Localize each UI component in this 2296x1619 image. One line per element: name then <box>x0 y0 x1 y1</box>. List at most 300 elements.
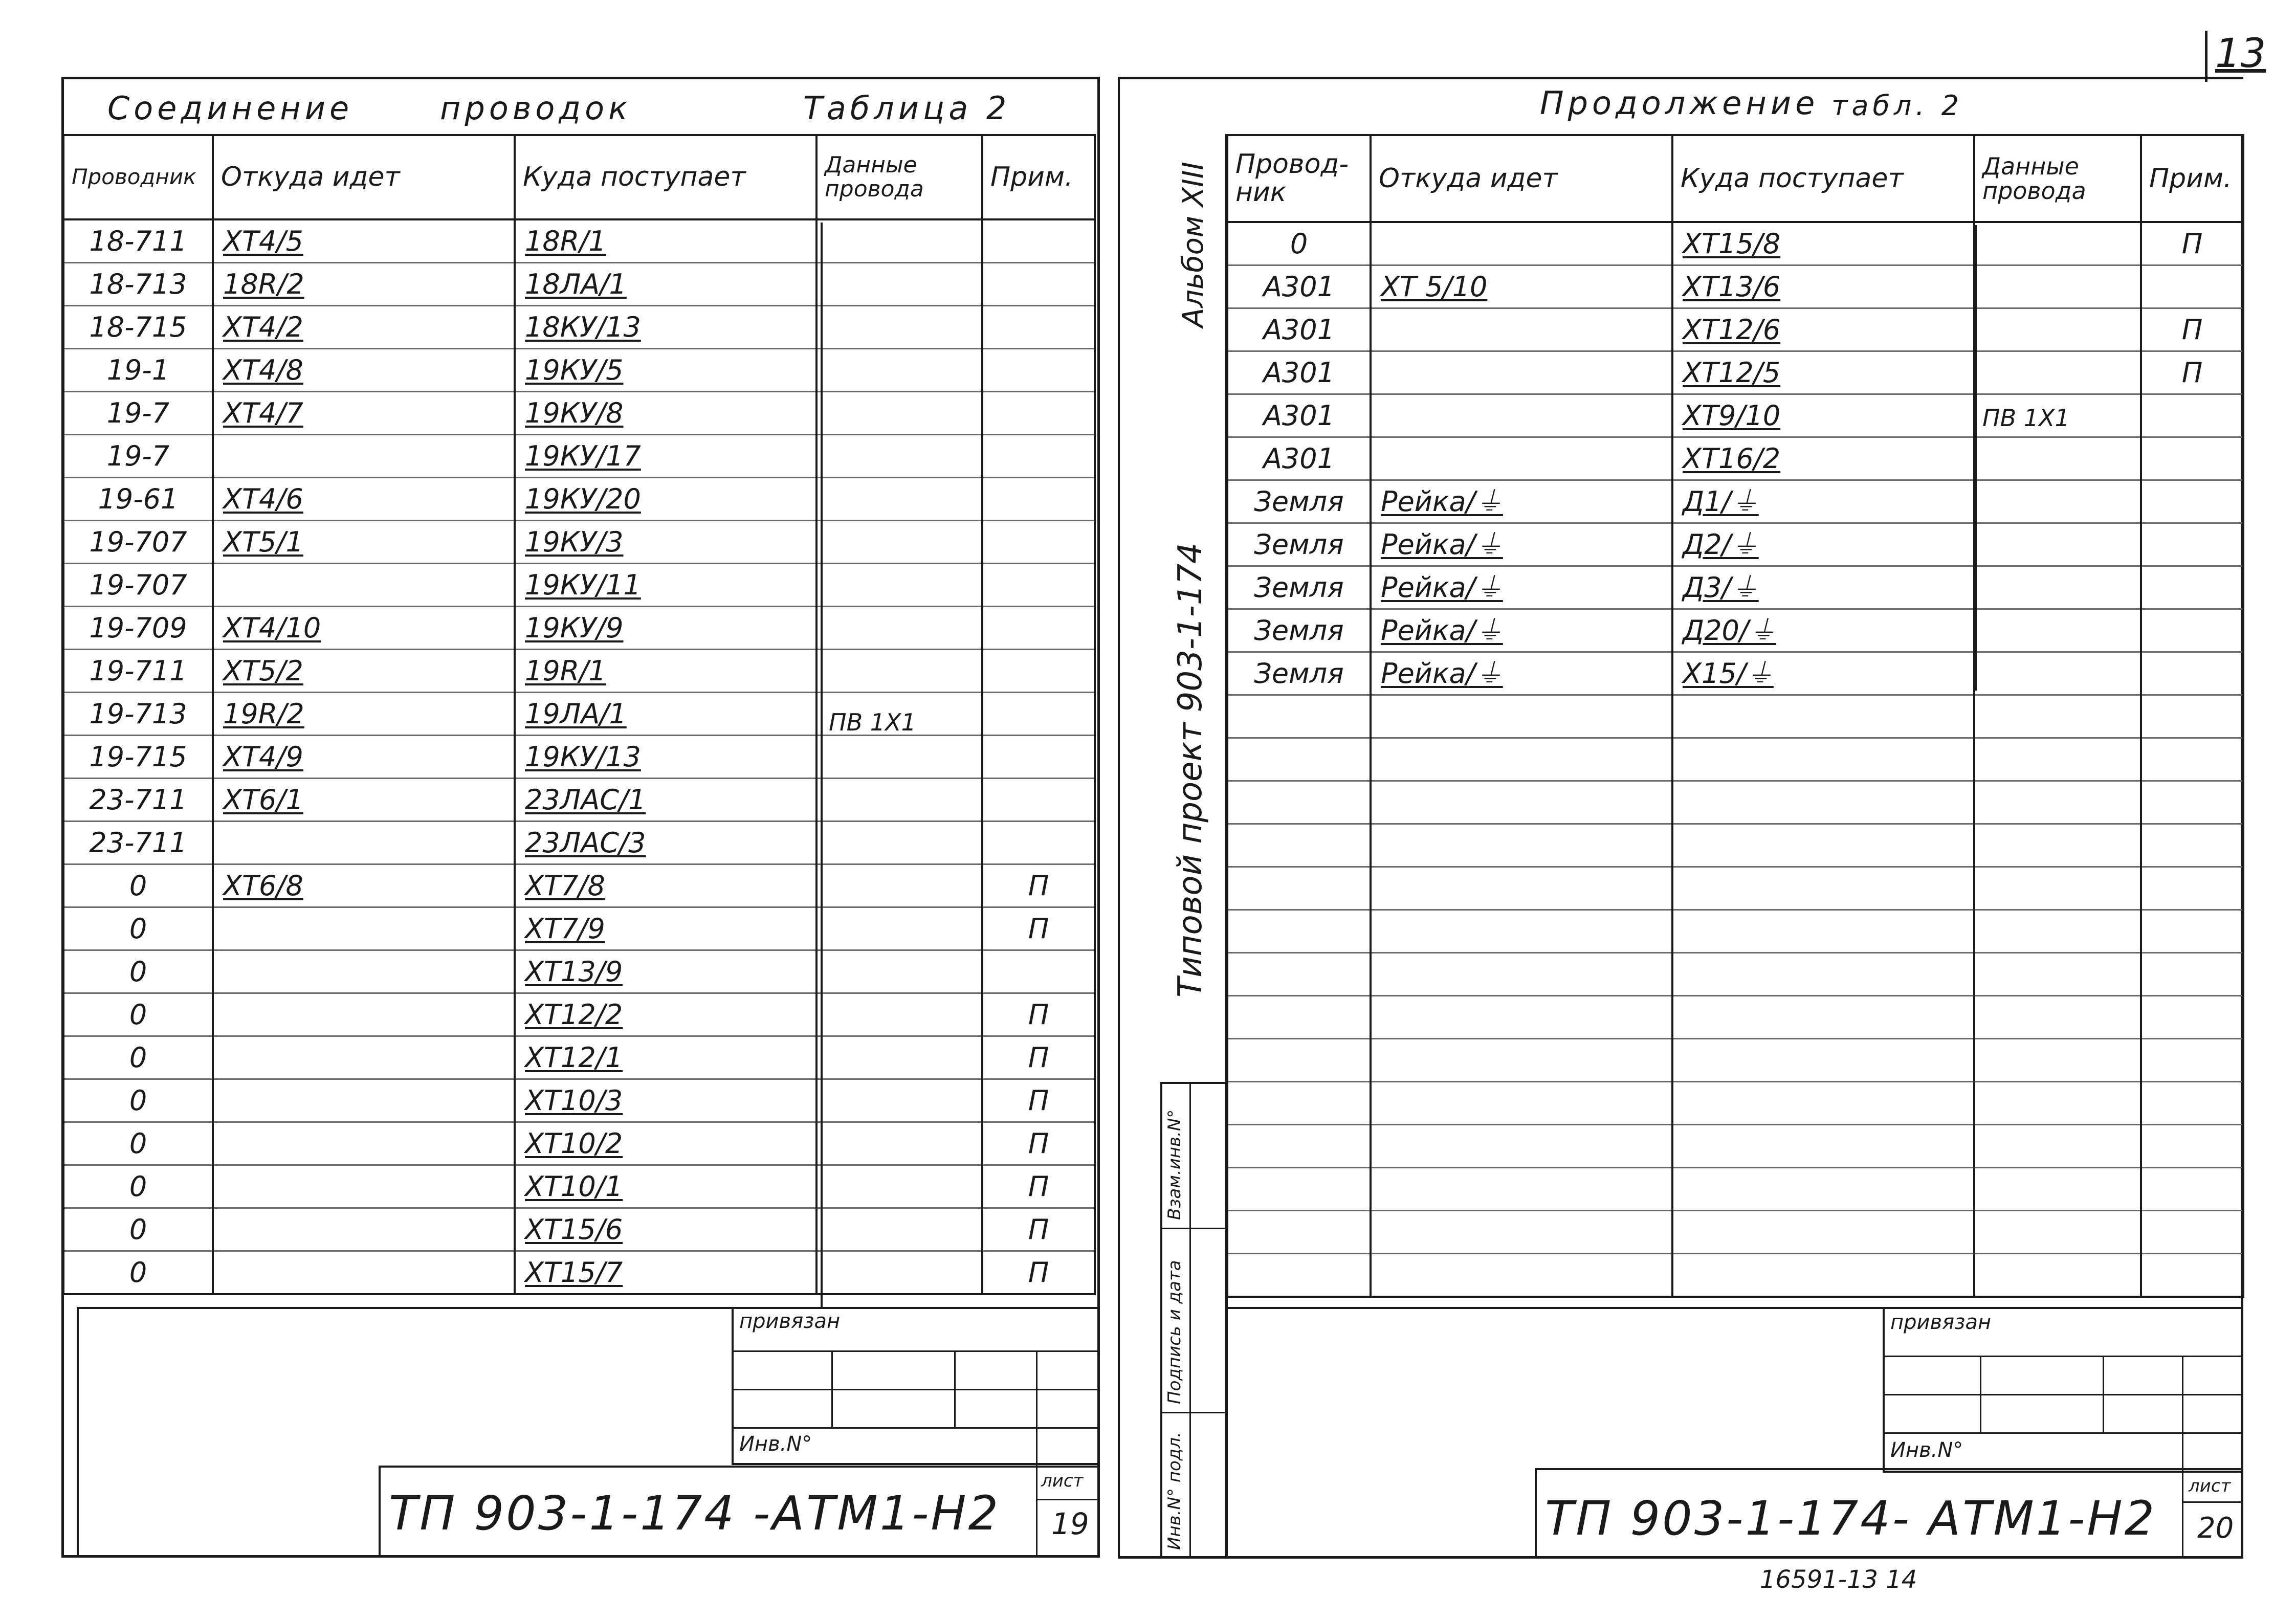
to-cell-text: ХТ12/2 <box>525 999 623 1031</box>
table-row <box>1227 996 2243 1039</box>
right-stamp-row4 <box>1883 1471 2241 1473</box>
from-cell <box>213 564 515 607</box>
conductor-cell <box>1227 1211 1371 1254</box>
table-row <box>1227 910 2243 953</box>
conductor-cell <box>1227 609 1371 652</box>
from-cell <box>213 306 515 349</box>
from-cell <box>1371 437 1672 480</box>
wire-data-cell <box>1974 1168 2141 1211</box>
right-stamp-row3 <box>1883 1432 2241 1434</box>
to-cell <box>515 864 816 907</box>
from-cell-text: Рейка/⏚ <box>1381 657 1503 690</box>
from-cell <box>213 1122 515 1165</box>
from-cell <box>1371 394 1672 437</box>
table-row <box>63 650 1095 693</box>
right-wire-table <box>1226 134 2244 1298</box>
conductor-cell-text: 23-711 <box>89 827 187 859</box>
conductor-cell-text: 0 <box>129 1084 147 1117</box>
table-row <box>1227 1125 2243 1168</box>
left-stamp-col2 <box>954 1350 956 1427</box>
right-stamp-col3 <box>2182 1356 2183 1558</box>
note-cell-text: П <box>1028 1084 1049 1117</box>
side-stamp-mid <box>1189 1082 1191 1558</box>
to-cell <box>515 219 816 263</box>
conductor-cell <box>63 564 213 607</box>
right-stamp-inv: Инв.N° <box>1890 1438 1963 1462</box>
right-stamp-col2 <box>2103 1356 2104 1432</box>
note-cell-text: П <box>2181 357 2203 389</box>
table-row <box>63 1079 1095 1122</box>
to-cell-text: 19КУ/8 <box>525 397 624 429</box>
table-row <box>1227 824 2243 867</box>
right-caption-title: Продолжение <box>1540 84 1819 122</box>
from-cell <box>213 864 515 907</box>
from-cell <box>1371 609 1672 652</box>
table-row <box>1227 609 2243 652</box>
conductor-cell-text: 19-715 <box>89 741 187 773</box>
from-cell <box>1371 738 1672 781</box>
from-cell <box>1371 222 1672 265</box>
conductor-cell-text: 19-7 <box>106 397 170 429</box>
wire-data-cell <box>816 1079 982 1122</box>
left-caption-table: Таблица 2 <box>803 90 1011 127</box>
right-wire-data-label: ПВ 1Х1 <box>1982 404 2070 432</box>
right-stamp-col1 <box>1980 1356 1981 1432</box>
to-cell-text: ХТ7/8 <box>525 870 605 902</box>
wire-data-cell <box>816 1165 982 1208</box>
conductor-cell <box>1227 1254 1371 1297</box>
note-cell <box>2141 1254 2243 1297</box>
from-cell-text: ХТ4/9 <box>223 741 303 773</box>
conductor-cell <box>63 822 213 864</box>
from-cell <box>1371 1168 1672 1211</box>
note-cell <box>2141 652 2243 695</box>
note-cell <box>2141 480 2243 523</box>
left-frame-bottom <box>61 1555 1100 1558</box>
table-row <box>1227 1168 2243 1211</box>
note-cell <box>982 435 1095 478</box>
conductor-cell-text: 0 <box>129 913 147 945</box>
to-cell-text: Д2/⏚ <box>1683 528 1759 561</box>
conductor-cell <box>63 306 213 349</box>
right-stamp-list-number: 20 <box>2197 1512 2234 1545</box>
conductor-cell-text: 19-709 <box>89 612 187 644</box>
note-cell <box>982 1208 1095 1251</box>
note-cell <box>982 564 1095 607</box>
conductor-cell <box>1227 738 1371 781</box>
to-cell <box>515 1122 816 1165</box>
header-from: Откуда идет <box>1371 135 1672 222</box>
conductor-cell-text: 19-713 <box>89 698 187 730</box>
table-row <box>63 263 1095 306</box>
table-row <box>63 1208 1095 1251</box>
to-cell-text: 19КУ/5 <box>525 354 624 386</box>
note-cell <box>982 822 1095 864</box>
from-cell-text: Рейка/⏚ <box>1381 571 1503 604</box>
left-stamp-row3 <box>732 1427 1097 1429</box>
table-row <box>63 1122 1095 1165</box>
wire-data-cell <box>816 607 982 650</box>
right-stamp-grid-left <box>1883 1307 1885 1471</box>
from-cell <box>1371 480 1672 523</box>
conductor-cell <box>63 1036 213 1079</box>
table-row <box>1227 394 2243 437</box>
note-cell-text: П <box>2181 314 2203 346</box>
conductor-cell <box>1227 394 1371 437</box>
wire-data-cell <box>1974 996 2141 1039</box>
conductor-cell-text: 19-61 <box>98 483 179 515</box>
to-cell <box>1672 437 1974 480</box>
left-code-box-left <box>379 1466 381 1555</box>
note-cell-text: П <box>1028 1170 1049 1203</box>
wire-data-cell <box>1974 566 2141 609</box>
note-cell <box>2141 1125 2243 1168</box>
note-cell <box>982 650 1095 693</box>
table-row <box>63 822 1095 864</box>
note-cell <box>982 1165 1095 1208</box>
to-cell-text: ХТ13/6 <box>1683 271 1781 303</box>
note-cell <box>982 392 1095 435</box>
table-row <box>1227 437 2243 480</box>
to-cell <box>515 693 816 736</box>
from-cell-text: ХТ 5/10 <box>1381 271 1488 303</box>
conductor-cell <box>1227 652 1371 695</box>
from-cell <box>1371 996 1672 1039</box>
wire-data-cell <box>1974 351 2141 394</box>
wire-data-cell <box>816 1036 982 1079</box>
conductor-cell-text: 0 <box>129 870 147 902</box>
conductor-cell <box>1227 910 1371 953</box>
side-stamp-top <box>1160 1082 1227 1084</box>
to-cell-text: ХТ9/10 <box>1683 400 1781 432</box>
conductor-cell-text: Земля <box>1254 657 1344 690</box>
conductor-cell-text: 19-7 <box>106 440 170 472</box>
wire-data-cell <box>816 907 982 950</box>
to-cell-text: ХТ15/7 <box>525 1256 623 1289</box>
table-row <box>63 435 1095 478</box>
to-cell <box>515 1079 816 1122</box>
note-cell <box>2141 566 2243 609</box>
wire-data-cell <box>816 1122 982 1165</box>
wire-data-cell <box>816 521 982 564</box>
from-cell <box>1371 1125 1672 1168</box>
left-code-box-top <box>379 1466 1097 1468</box>
from-cell <box>213 349 515 392</box>
from-cell <box>1371 824 1672 867</box>
side-project: Типовой проект 903-1-174 <box>1172 543 1209 997</box>
to-cell-text: 19КУ/9 <box>525 612 624 644</box>
from-cell-text: ХТ4/8 <box>223 354 303 386</box>
note-cell-text: П <box>1028 870 1049 902</box>
wire-data-cell <box>816 478 982 521</box>
to-cell <box>515 521 816 564</box>
to-cell <box>515 392 816 435</box>
to-cell-text: 18КУ/13 <box>525 311 641 343</box>
footer-note: 16591-13 14 <box>1760 1565 1917 1594</box>
left-stamp-top <box>77 1307 1097 1309</box>
from-cell <box>1371 351 1672 394</box>
to-cell <box>515 1036 816 1079</box>
to-cell-text: 19R/1 <box>525 655 606 687</box>
to-cell-text: 23ЛАС/1 <box>525 784 646 816</box>
conductor-cell <box>1227 953 1371 996</box>
table-row <box>1227 1082 2243 1125</box>
header-wire-data: Данные провода <box>1974 135 2141 222</box>
header-conductor: Проводник <box>63 135 213 219</box>
from-cell <box>1371 1211 1672 1254</box>
to-cell <box>515 607 816 650</box>
table-row <box>1227 222 2243 265</box>
left-stamp-list-label: лист <box>1041 1471 1084 1491</box>
table-row <box>63 1165 1095 1208</box>
note-cell-text: П <box>1028 999 1049 1031</box>
conductor-cell <box>63 993 213 1036</box>
right-stamp-row1 <box>1883 1356 2241 1357</box>
table-row <box>63 392 1095 435</box>
conductor-cell <box>1227 1082 1371 1125</box>
wire-data-cell <box>816 263 982 306</box>
conductor-cell-text: 18-713 <box>89 268 187 300</box>
wire-data-cell <box>1974 265 2141 308</box>
from-cell <box>213 650 515 693</box>
note-cell <box>2141 1039 2243 1082</box>
to-cell <box>515 1208 816 1251</box>
to-cell <box>1672 566 1974 609</box>
from-cell <box>1371 953 1672 996</box>
table-row <box>1227 652 2243 695</box>
left-frame-right <box>1097 77 1100 1558</box>
to-cell-text: 18ЛА/1 <box>525 268 627 300</box>
conductor-cell-text: 19-711 <box>89 655 187 687</box>
conductor-cell-text: 0 <box>129 1256 147 1289</box>
note-cell <box>2141 867 2243 910</box>
left-caption-title: Соединение <box>107 90 354 127</box>
from-cell <box>1371 652 1672 695</box>
from-cell <box>1371 265 1672 308</box>
conductor-cell-text: 18-715 <box>89 311 187 343</box>
conductor-cell-text: А301 <box>1263 271 1335 303</box>
conductor-cell <box>1227 996 1371 1039</box>
to-cell-text: 19КУ/11 <box>525 569 641 601</box>
table-row <box>1227 1211 2243 1254</box>
note-cell <box>2141 695 2243 738</box>
right-stamp-row2 <box>1883 1394 2241 1395</box>
table-row <box>1227 1254 2243 1297</box>
to-cell <box>515 1251 816 1295</box>
conductor-cell-text: А301 <box>1263 400 1335 432</box>
to-cell <box>515 349 816 392</box>
conductor-cell <box>1227 695 1371 738</box>
from-cell <box>1371 308 1672 351</box>
left-frame-top <box>61 77 1100 79</box>
side-stamp-vzam: Взам.инв.N° <box>1164 1109 1185 1220</box>
left-stamp-col1 <box>831 1350 833 1427</box>
page-number: 13 <box>2215 31 2266 77</box>
to-cell <box>1672 867 1974 910</box>
note-cell <box>2141 996 2243 1039</box>
conductor-cell <box>1227 351 1371 394</box>
table-row <box>63 1036 1095 1079</box>
left-stamp-code: ТП 903-1-174 -АТМ1-Н2 <box>389 1486 1001 1541</box>
conductor-cell-text: Земля <box>1254 571 1344 604</box>
conductor-cell <box>1227 222 1371 265</box>
note-cell <box>2141 351 2243 394</box>
wire-data-cell <box>816 435 982 478</box>
to-cell-text: ХТ12/1 <box>525 1041 623 1074</box>
conductor-cell <box>1227 265 1371 308</box>
from-cell <box>213 693 515 736</box>
note-cell <box>982 907 1095 950</box>
wire-data-cell <box>1974 781 2141 824</box>
conductor-cell <box>63 478 213 521</box>
note-cell <box>2141 910 2243 953</box>
to-cell <box>1672 1211 1974 1254</box>
to-cell <box>1672 953 1974 996</box>
wire-data-cell <box>1974 222 2141 265</box>
conductor-cell <box>1227 308 1371 351</box>
right-frame-bottom <box>1118 1556 2243 1559</box>
left-stamp-list-number: 19 <box>1051 1506 1089 1541</box>
right-code-box-top <box>1535 1468 2241 1470</box>
conductor-cell-text: 19-707 <box>89 569 187 601</box>
side-stamp-left <box>1160 1082 1162 1558</box>
header-from: Откуда идет <box>213 135 515 219</box>
to-cell-text: ХТ7/9 <box>525 913 605 945</box>
to-cell-text: Д1/⏚ <box>1683 485 1759 518</box>
from-cell <box>213 993 515 1036</box>
from-cell <box>213 736 515 779</box>
conductor-cell-text: 0 <box>129 1170 147 1203</box>
wire-data-cell <box>816 564 982 607</box>
to-cell-text: 19КУ/3 <box>525 526 624 558</box>
note-cell <box>982 263 1095 306</box>
note-cell <box>982 521 1095 564</box>
conductor-cell <box>1227 1039 1371 1082</box>
wire-data-cell <box>816 1251 982 1295</box>
conductor-cell-text: 23-711 <box>89 784 187 816</box>
side-stamp-row1 <box>1160 1228 1227 1229</box>
table-row <box>63 693 1095 736</box>
to-cell <box>1672 1082 1974 1125</box>
table-row <box>63 993 1095 1036</box>
from-cell <box>1371 910 1672 953</box>
from-cell <box>1371 566 1672 609</box>
from-cell-text: ХТ4/7 <box>223 397 303 429</box>
wire-data-cell <box>1974 437 2141 480</box>
left-wire-brace <box>821 223 823 1307</box>
right-stamp-list-label: лист <box>2189 1476 2231 1496</box>
conductor-cell <box>1227 480 1371 523</box>
conductor-cell <box>1227 523 1371 566</box>
from-cell-text: ХТ6/1 <box>223 784 303 816</box>
to-cell <box>515 822 816 864</box>
right-wire-brace <box>1975 225 1977 691</box>
note-cell <box>2141 308 2243 351</box>
note-cell <box>982 219 1095 263</box>
to-cell <box>1672 1254 1974 1297</box>
to-cell <box>1672 824 1974 867</box>
note-cell <box>982 478 1095 521</box>
conductor-cell <box>1227 781 1371 824</box>
note-cell-text: П <box>1028 1256 1049 1289</box>
to-cell-text: ХТ10/3 <box>525 1084 623 1117</box>
right-list-divider <box>2182 1501 2241 1503</box>
to-cell <box>1672 781 1974 824</box>
conductor-cell-text: 18-711 <box>89 225 187 257</box>
from-cell-text: Рейка/⏚ <box>1381 528 1503 561</box>
conductor-cell-text: 0 <box>129 999 147 1031</box>
to-cell <box>1672 695 1974 738</box>
to-cell <box>1672 394 1974 437</box>
right-stamp-code: ТП 903-1-174- АТМ1-Н2 <box>1545 1491 2157 1546</box>
wire-data-cell <box>816 349 982 392</box>
conductor-cell <box>63 349 213 392</box>
from-cell <box>213 1208 515 1251</box>
conductor-cell <box>63 1208 213 1251</box>
from-cell <box>1371 1082 1672 1125</box>
side-album: Альбом XIII <box>1177 162 1210 327</box>
conductor-cell <box>63 263 213 306</box>
wire-data-cell <box>816 392 982 435</box>
wire-data-cell <box>816 864 982 907</box>
from-cell <box>213 1165 515 1208</box>
wire-data-cell <box>1974 480 2141 523</box>
conductor-cell-text: 0 <box>129 956 147 988</box>
wire-data-cell <box>816 306 982 349</box>
from-cell <box>1371 781 1672 824</box>
conductor-cell-text: 19-707 <box>89 526 187 558</box>
conductor-cell <box>63 1165 213 1208</box>
wire-data-cell <box>1974 1125 2141 1168</box>
to-cell-text: Х15/⏚ <box>1683 657 1774 690</box>
conductor-cell-text: 0 <box>129 1041 147 1074</box>
wire-data-cell <box>1974 523 2141 566</box>
conductor-cell-text: А301 <box>1263 357 1335 389</box>
header-to: Куда поступает <box>515 135 816 219</box>
table-row <box>63 478 1095 521</box>
conductor-cell <box>63 907 213 950</box>
note-cell <box>982 693 1095 736</box>
conductor-cell <box>63 864 213 907</box>
conductor-cell <box>63 219 213 263</box>
conductor-cell-text: А301 <box>1263 442 1335 475</box>
table-row <box>63 907 1095 950</box>
from-cell <box>1371 523 1672 566</box>
to-cell-text: ХТ10/2 <box>525 1127 623 1160</box>
to-cell <box>515 435 816 478</box>
table-row <box>1227 1039 2243 1082</box>
conductor-cell <box>63 736 213 779</box>
from-cell-text: Рейка/⏚ <box>1381 485 1503 518</box>
to-cell <box>515 478 816 521</box>
table-row <box>63 564 1095 607</box>
table-row <box>1227 695 2243 738</box>
conductor-cell <box>63 779 213 822</box>
to-cell-text: Д20/⏚ <box>1683 614 1777 647</box>
wire-data-cell <box>1974 738 2141 781</box>
left-stamp-row4 <box>732 1463 1097 1465</box>
right-code-box-left <box>1535 1468 1537 1558</box>
wire-data-cell <box>1974 1082 2141 1125</box>
note-cell <box>982 779 1095 822</box>
from-cell <box>213 392 515 435</box>
right-caption-table: табл. 2 <box>1831 90 1963 122</box>
table-row <box>1227 351 2243 394</box>
right-stamp-privyazan: привязан <box>1890 1311 1992 1334</box>
from-cell <box>1371 1039 1672 1082</box>
conductor-cell <box>63 1251 213 1295</box>
to-cell-text: ХТ10/1 <box>525 1170 623 1203</box>
